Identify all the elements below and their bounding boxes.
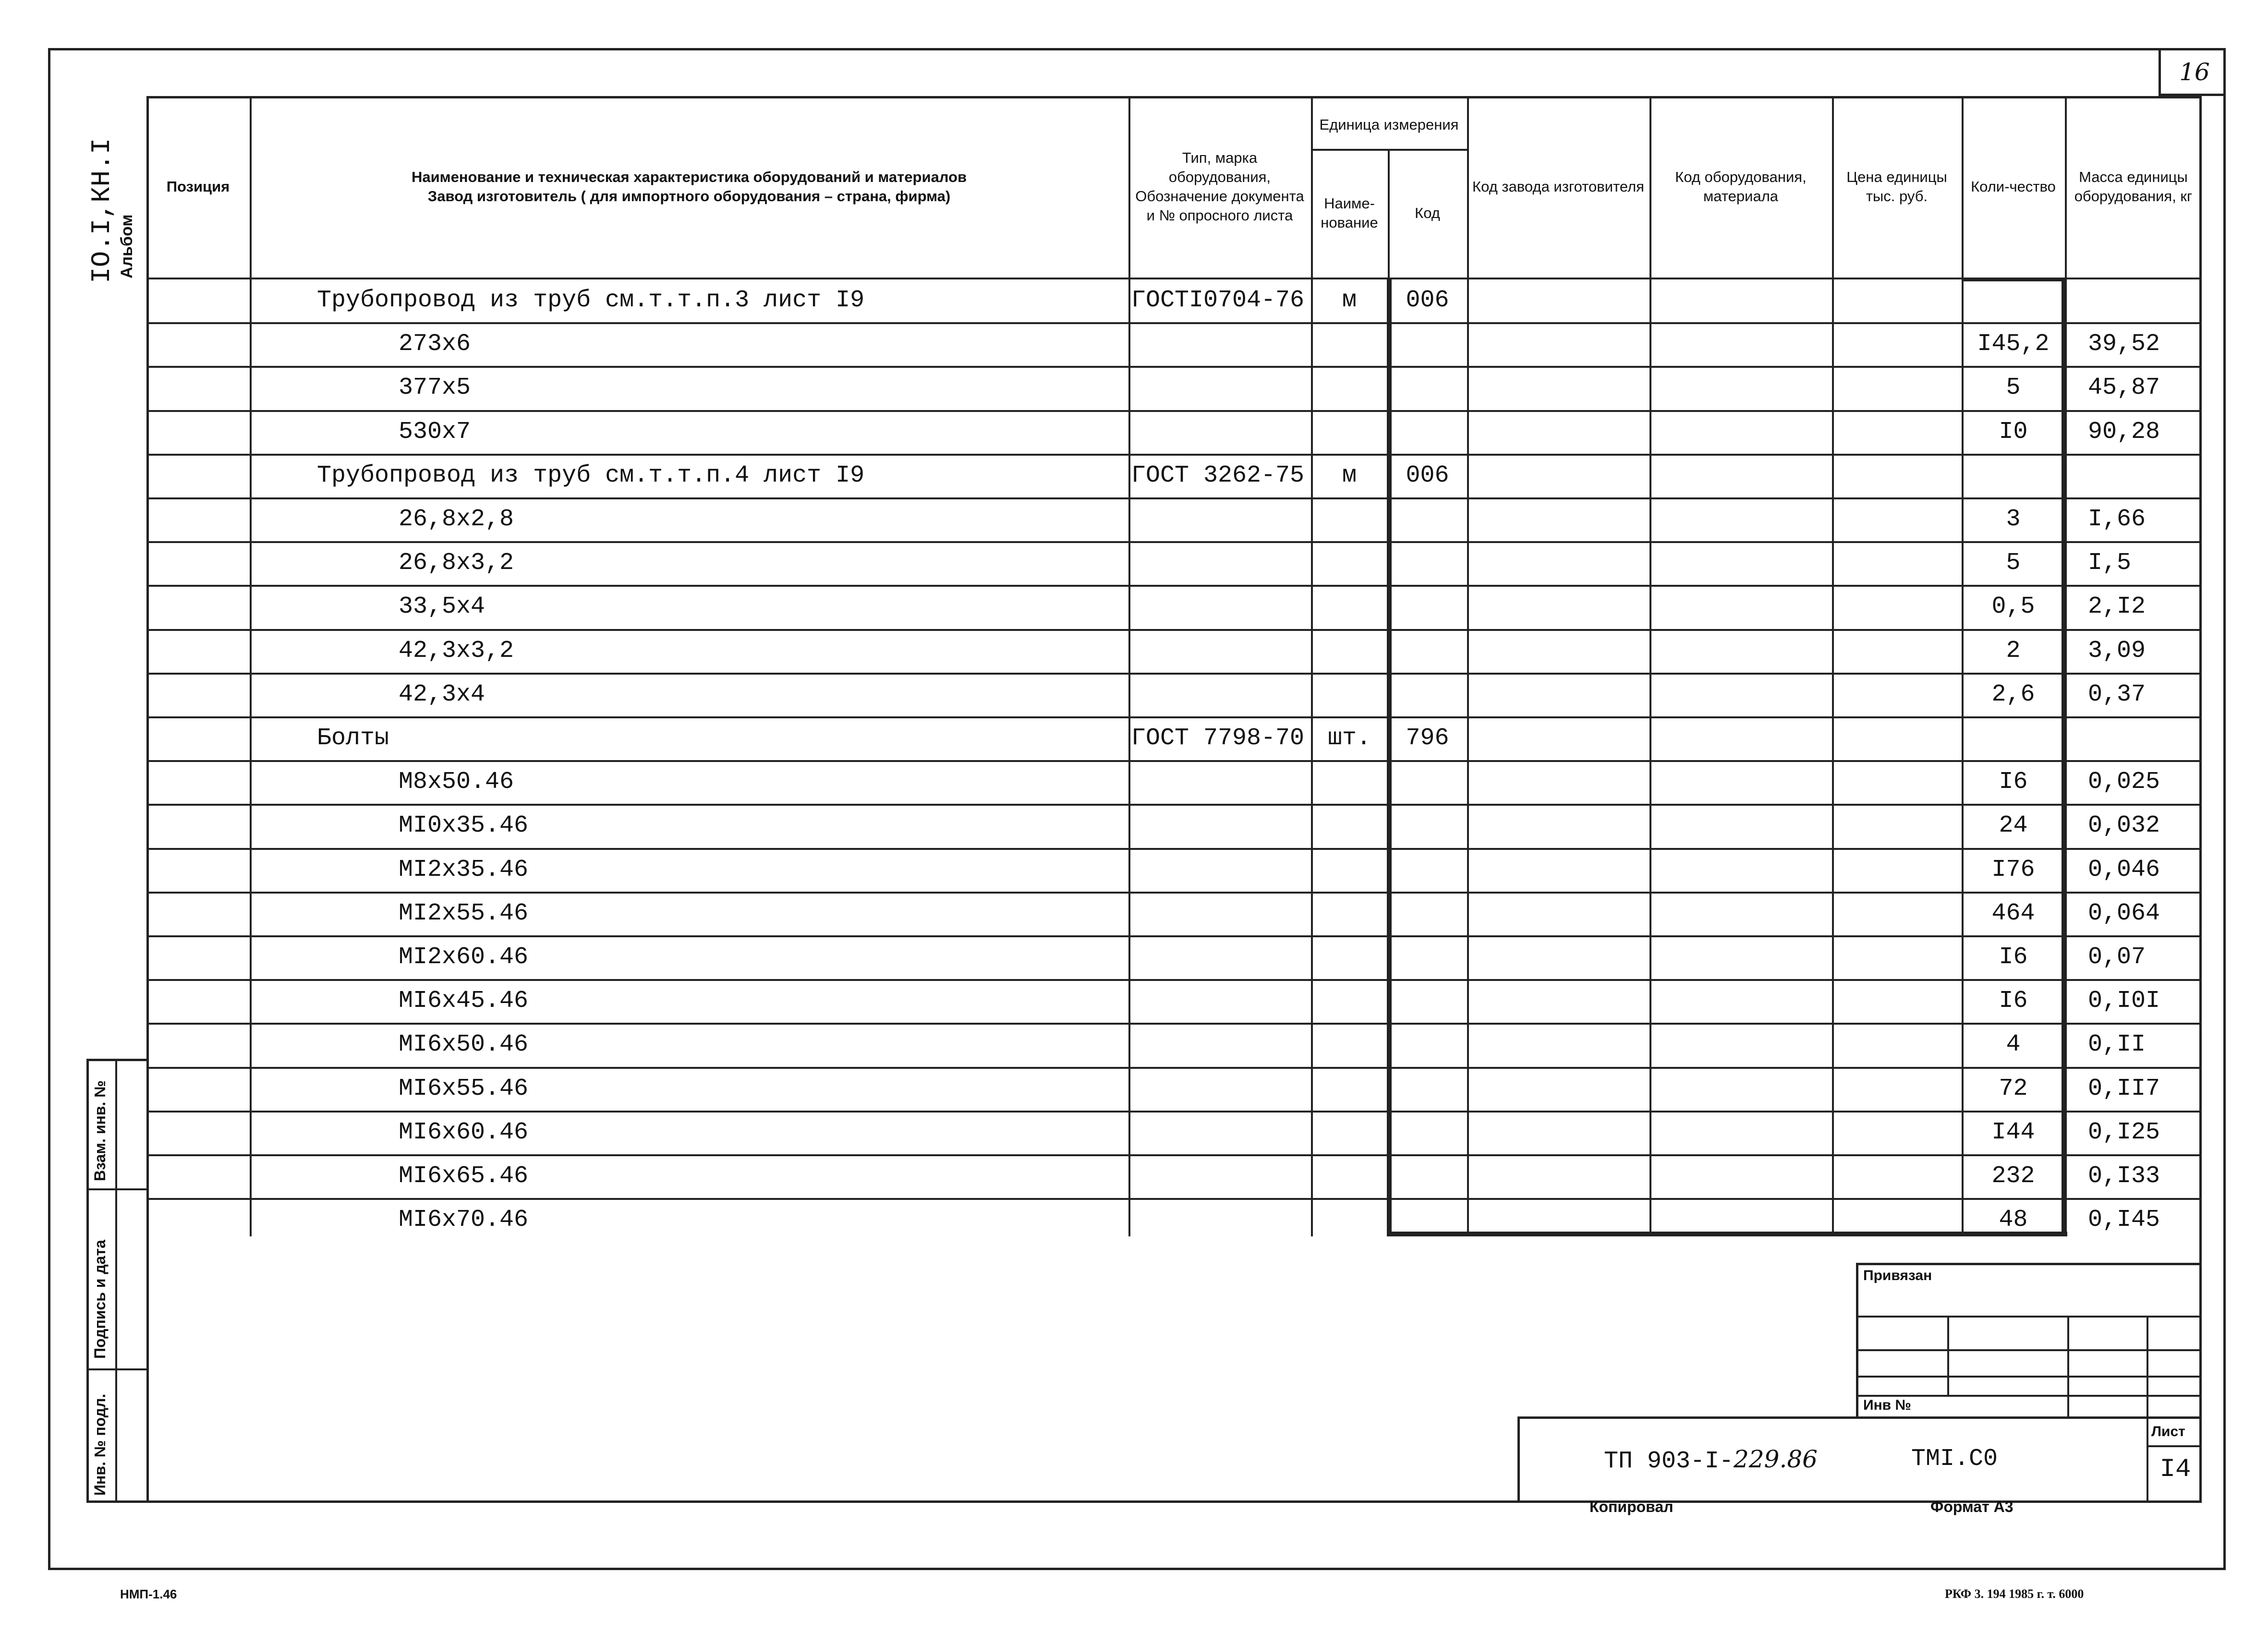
inv-no-label: Инв № <box>1863 1397 1911 1413</box>
row-unit <box>1311 1067 1388 1111</box>
row-doc <box>1128 848 1311 892</box>
row-code <box>1388 935 1467 980</box>
row-code <box>1388 673 1467 717</box>
header-price: Цена единицы тыс. руб. <box>1846 169 1947 205</box>
row-name: МI2х60.46 <box>399 943 529 971</box>
row-mass: 0,I45 <box>2088 1206 2160 1234</box>
row-code <box>1388 892 1467 936</box>
row-code: 006 <box>1406 461 1449 489</box>
tm-code: ТМI.С0 <box>1911 1445 1998 1473</box>
row-unit <box>1311 541 1388 585</box>
row-doc <box>1128 935 1311 980</box>
row-doc <box>1128 585 1311 629</box>
row-qty: 2 <box>2006 637 2021 665</box>
row-code: 006 <box>1406 287 1449 314</box>
row-unit <box>1311 804 1388 848</box>
header-unit-group: Единица измерения <box>1319 116 1459 133</box>
row-qty: 2,6 <box>1991 680 2035 708</box>
doc-code-print: ТП 903-I- <box>1604 1448 1734 1475</box>
stamp-vzam: Взам. инв. № <box>91 1080 109 1181</box>
row-name: 42,3х4 <box>399 680 485 708</box>
row-unit <box>1311 979 1388 1023</box>
header-equip-code: Код оборудования, материала <box>1675 169 1807 205</box>
row-qty: 4 <box>2006 1031 2021 1059</box>
row-unit <box>1311 322 1388 366</box>
row-name: МI6х70.46 <box>399 1206 529 1234</box>
row-unit <box>1311 629 1388 673</box>
row-name: Трубопровод из труб см.т.т.п.3 лист I9 <box>317 287 865 314</box>
row-unit <box>1311 1198 1388 1242</box>
header-type: Тип, марка оборудования, Обозначение документа и № опросного листа <box>1135 149 1304 224</box>
row-qty: I0 <box>1999 418 2028 446</box>
row-code <box>1388 410 1467 454</box>
row-code <box>1388 629 1467 673</box>
row-mass: 0,032 <box>2088 812 2160 840</box>
row-unit: м <box>1342 461 1357 489</box>
row-doc <box>1128 1023 1311 1067</box>
row-name: МI0х35.46 <box>399 812 529 840</box>
row-mass: 0,II7 <box>2088 1075 2160 1102</box>
row-unit <box>1311 497 1388 542</box>
row-qty: I44 <box>1991 1118 2035 1146</box>
row-unit <box>1311 673 1388 717</box>
row-doc <box>1128 760 1311 804</box>
row-name: 42,3х3,2 <box>399 637 514 665</box>
header-unit-name: Наиме-нование <box>1321 195 1378 231</box>
row-name: 26,8х2,8 <box>399 506 514 533</box>
row-name: 33,5х4 <box>399 593 485 621</box>
row-qty: I6 <box>1999 987 2028 1015</box>
row-qty <box>1962 278 2065 323</box>
row-code <box>1388 1023 1467 1067</box>
row-qty: I45,2 <box>1977 330 2050 358</box>
album-label: Альбом <box>118 214 136 278</box>
row-unit <box>1311 760 1388 804</box>
row-mass: 0,046 <box>2088 856 2160 883</box>
row-mass: 39,52 <box>2088 330 2160 358</box>
row-mass <box>2065 716 2202 761</box>
header-mass: Масса единицы оборудования, кг <box>2074 169 2193 205</box>
row-mass: 0,025 <box>2088 768 2160 796</box>
row-mass: 0,07 <box>2088 943 2146 971</box>
row-mass: 3,09 <box>2088 637 2146 665</box>
row-code <box>1388 1154 1467 1198</box>
sheet-number-top: 16 <box>2179 58 2210 86</box>
row-mass: 0,I0I <box>2088 987 2160 1015</box>
row-code <box>1388 760 1467 804</box>
row-doc <box>1128 629 1311 673</box>
row-mass <box>2065 454 2202 498</box>
row-qty: 0,5 <box>1991 593 2035 621</box>
row-qty: 5 <box>2006 374 2021 402</box>
row-name: МI2х35.46 <box>399 856 529 883</box>
row-qty <box>1962 716 2065 761</box>
row-code <box>1388 979 1467 1023</box>
row-name: МI6х60.46 <box>399 1118 529 1146</box>
row-unit <box>1311 848 1388 892</box>
row-doc <box>1128 1154 1311 1198</box>
row-doc <box>1128 804 1311 848</box>
row-name: М8х50.46 <box>399 768 514 796</box>
row-qty: 3 <box>2006 506 2021 533</box>
row-code <box>1388 1111 1467 1155</box>
row-mass: 0,I25 <box>2088 1118 2160 1146</box>
row-qty: I6 <box>1999 768 2028 796</box>
stamp-inv-podl: Инв. № подл. <box>91 1393 109 1496</box>
doc-code <box>1604 1445 1818 1475</box>
row-doc <box>1128 979 1311 1023</box>
header-unit-code: Код <box>1415 205 1440 221</box>
format-label: Формат А3 <box>1930 1498 2013 1515</box>
row-qty: 232 <box>1991 1162 2035 1190</box>
row-doc <box>1128 410 1311 454</box>
header-qty: Коли-чество <box>1971 178 2056 195</box>
row-name: Болты <box>317 725 389 752</box>
row-doc <box>1128 1067 1311 1111</box>
copied-label: Копировал <box>1589 1498 1674 1515</box>
row-name: МI6х45.46 <box>399 987 529 1015</box>
row-code <box>1388 1198 1467 1242</box>
row-name: МI6х65.46 <box>399 1162 529 1190</box>
header-factory-code: Код завода изготовителя <box>1472 178 1644 195</box>
row-unit <box>1311 1023 1388 1067</box>
row-qty: 72 <box>1999 1075 2028 1102</box>
row-doc <box>1128 322 1311 366</box>
row-doc <box>1128 1198 1311 1242</box>
row-name: Трубопровод из труб см.т.т.п.4 лист I9 <box>317 461 865 489</box>
sheet-number: I4 <box>2159 1455 2191 1484</box>
row-mass: 0,II <box>2088 1031 2146 1059</box>
row-mass: I,5 <box>2088 549 2132 577</box>
row-qty: I76 <box>1991 856 2035 883</box>
row-doc <box>1128 497 1311 542</box>
footer-right: РКФ 3. 194 1985 г. т. 6000 <box>1945 1587 2084 1601</box>
row-name: 26,8х3,2 <box>399 549 514 577</box>
row-unit: м <box>1342 287 1357 314</box>
row-mass: 0,37 <box>2088 680 2146 708</box>
row-name: МI2х55.46 <box>399 899 529 927</box>
row-name: МI6х55.46 <box>399 1075 529 1102</box>
row-mass: 2,I2 <box>2088 593 2146 621</box>
header-position: Позиция <box>166 178 230 195</box>
row-code <box>1388 497 1467 542</box>
row-mass: 45,87 <box>2088 374 2160 402</box>
row-mass: 0,I33 <box>2088 1162 2160 1190</box>
row-doc <box>1128 366 1311 410</box>
row-unit <box>1311 1111 1388 1155</box>
row-unit <box>1311 935 1388 980</box>
row-name: 530х7 <box>399 418 471 446</box>
row-doc: ГОСТ 7798-70 <box>1131 725 1305 752</box>
list-label: Лист <box>2151 1424 2185 1439</box>
row-code <box>1388 322 1467 366</box>
row-mass: I,66 <box>2088 506 2146 533</box>
row-unit <box>1311 410 1388 454</box>
row-qty: 24 <box>1999 812 2028 840</box>
row-doc: ГОСТ 3262-75 <box>1131 461 1305 489</box>
album-code: IO.I,КН.I <box>86 138 117 283</box>
row-doc: ГОСТI0704-76 <box>1131 287 1305 314</box>
privyazan-label: Привязан <box>1863 1268 1932 1283</box>
row-unit <box>1311 1154 1388 1198</box>
row-doc <box>1128 892 1311 936</box>
row-doc <box>1128 541 1311 585</box>
row-name: МI6х50.46 <box>399 1031 529 1059</box>
row-name: 377х5 <box>399 374 471 402</box>
header-name: Наименование и техническая характеристика оборудований и материалов Завод изготовитель ( для импортного оборудования – страна, фирма) <box>411 169 967 205</box>
row-mass: 90,28 <box>2088 418 2160 446</box>
doc-code-hand: 229.86 <box>1734 1445 1818 1473</box>
row-code <box>1388 1067 1467 1111</box>
stamp-podpis: Подпись и дата <box>91 1240 109 1359</box>
row-doc <box>1128 1111 1311 1155</box>
row-code <box>1388 848 1467 892</box>
row-code <box>1388 366 1467 410</box>
row-qty <box>1962 454 2065 498</box>
row-unit <box>1311 366 1388 410</box>
row-qty: 5 <box>2006 549 2021 577</box>
row-qty: 48 <box>1999 1206 2028 1234</box>
row-qty: I6 <box>1999 943 2028 971</box>
row-unit: шт. <box>1327 725 1371 752</box>
row-qty: 464 <box>1991 899 2035 927</box>
row-unit <box>1311 585 1388 629</box>
row-code <box>1388 585 1467 629</box>
row-code <box>1388 804 1467 848</box>
row-name: 273х6 <box>399 330 471 358</box>
row-doc <box>1128 673 1311 717</box>
footer-left: НМП-1.46 <box>120 1587 177 1601</box>
row-mass: 0,064 <box>2088 899 2160 927</box>
row-mass <box>2065 278 2202 323</box>
row-code: 796 <box>1406 725 1449 752</box>
row-unit <box>1311 892 1388 936</box>
row-code <box>1388 541 1467 585</box>
